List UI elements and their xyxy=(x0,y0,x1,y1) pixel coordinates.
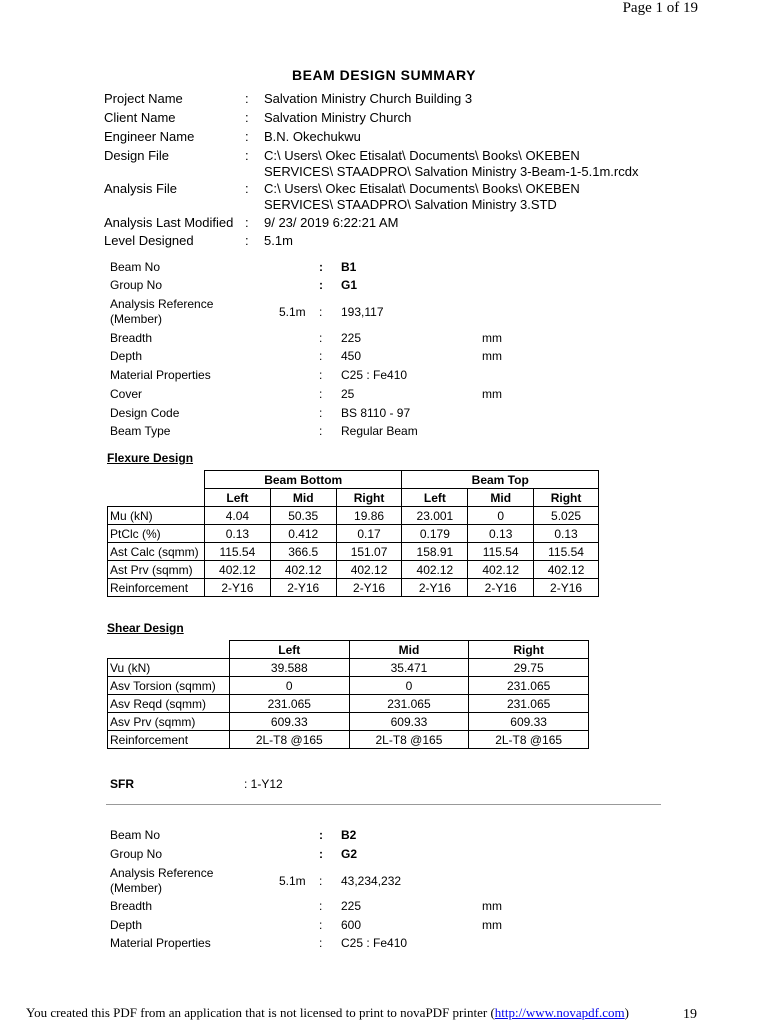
row-label: Asv Torsion (sqmm) xyxy=(108,677,230,695)
table-cell: 0.179 xyxy=(402,525,468,543)
table-cell: 402.12 xyxy=(270,561,336,579)
novapdf-link[interactable]: http://www.novapdf.com xyxy=(494,1005,625,1020)
group-header-bottom: Beam Bottom xyxy=(204,471,401,489)
colon: : xyxy=(319,406,323,420)
table-cell: 231.065 xyxy=(469,677,589,695)
row-label: PtClc (%) xyxy=(108,525,205,543)
table-row xyxy=(108,579,599,597)
sub-header: Right xyxy=(534,489,599,507)
analysis-ref-level: 5.1m xyxy=(279,305,306,319)
table-cell: 402.12 xyxy=(468,561,534,579)
engineer-name-label: Engineer Name xyxy=(104,129,195,144)
group-no-value: G1 xyxy=(341,278,358,292)
breadth-unit: mm xyxy=(482,899,502,913)
row-label: Ast Prv (sqmm) xyxy=(108,561,205,579)
table-cell: 366.5 xyxy=(270,543,336,561)
table-cell: 231.065 xyxy=(229,695,349,713)
colon: : xyxy=(319,305,323,319)
colon: : xyxy=(319,936,323,950)
analysis-ref-label: Analysis Reference xyxy=(110,297,214,311)
colon: : xyxy=(319,828,323,842)
row-label: Mu (kN) xyxy=(108,507,205,525)
table-row xyxy=(108,507,599,525)
colon: : xyxy=(319,349,323,363)
colon: : xyxy=(245,215,249,230)
design-file-value-line2: SERVICES\ STAADPRO\ Salvation Ministry 3-Beam-1-5.1m.rcdx xyxy=(264,164,639,179)
depth-value: 450 xyxy=(341,349,362,363)
analysis-ref-level: 5.1m xyxy=(279,874,306,888)
client-name-value: Salvation Ministry Church xyxy=(264,110,412,125)
empty-cell xyxy=(108,641,230,659)
table-row xyxy=(108,659,589,677)
depth-unit: mm xyxy=(482,349,502,363)
table-row xyxy=(108,561,599,579)
table-cell: 2-Y16 xyxy=(534,579,599,597)
colon: : xyxy=(245,148,249,163)
client-name-label: Client Name xyxy=(104,110,176,125)
table-row xyxy=(108,543,599,561)
footer-page-number: 19 xyxy=(683,1007,697,1022)
design-file-value: C:\ Users\ Okec Etisalat\ Documents\ Books\ OKEBEN xyxy=(264,148,580,163)
analysis-ref-label-line2: (Member) xyxy=(110,881,163,895)
table-cell: 609.33 xyxy=(229,713,349,731)
table-cell: 35.471 xyxy=(349,659,469,677)
table-cell: 402.12 xyxy=(336,561,402,579)
beam-no-label: Beam No xyxy=(110,828,161,842)
table-cell: 0 xyxy=(349,677,469,695)
table-cell: 0 xyxy=(229,677,349,695)
table-cell: 151.07 xyxy=(336,543,402,561)
design-code-value: BS 8110 - 97 xyxy=(341,406,411,420)
table-cell: 39.588 xyxy=(229,659,349,677)
table-cell: 2-Y16 xyxy=(468,579,534,597)
analysis-ref-value: 193,117 xyxy=(341,305,384,319)
colon: : xyxy=(319,368,323,382)
row-label: Ast Calc (sqmm) xyxy=(108,543,205,561)
colon: : xyxy=(319,847,323,861)
colon: : xyxy=(319,918,323,932)
beam-no-value: B1 xyxy=(341,260,357,274)
flexure-design-title: Flexure Design xyxy=(107,451,194,465)
table-row xyxy=(108,677,589,695)
table-row xyxy=(108,525,599,543)
sub-header: Right xyxy=(336,489,402,507)
table-row xyxy=(108,713,589,731)
table-row xyxy=(108,695,589,713)
depth-unit: mm xyxy=(482,918,502,932)
table-row xyxy=(108,731,589,749)
analysis-file-value: C:\ Users\ Okec Etisalat\ Documents\ Books\ OKEBEN xyxy=(264,181,580,196)
design-file-label: Design File xyxy=(104,148,170,163)
empty-cell xyxy=(108,489,205,507)
column-header: Right xyxy=(469,641,589,659)
table-cell: 0 xyxy=(468,507,534,525)
group-no-value: G2 xyxy=(341,847,358,861)
shear-design-table xyxy=(107,640,589,749)
group-no-label: Group No xyxy=(110,847,163,861)
engineer-name-value: B.N. Okechukwu xyxy=(264,129,361,144)
table-cell: 0.13 xyxy=(204,525,270,543)
footer-close-paren: ) xyxy=(624,1005,629,1020)
row-label: Reinforcement xyxy=(108,731,230,749)
sub-header: Left xyxy=(402,489,468,507)
depth-label: Depth xyxy=(110,918,143,932)
colon: : xyxy=(245,181,249,196)
sfr-value: : 1-Y12 xyxy=(244,777,283,791)
level-designed-value: 5.1m xyxy=(264,233,293,248)
empty-cell xyxy=(108,471,205,489)
material-label: Material Properties xyxy=(110,368,211,382)
column-header: Mid xyxy=(349,641,469,659)
colon: : xyxy=(319,260,323,274)
breadth-value: 225 xyxy=(341,331,362,345)
page-label: Page 1 of 19 xyxy=(622,0,698,16)
colon: : xyxy=(245,110,249,125)
cover-unit: mm xyxy=(482,387,502,401)
colon: : xyxy=(319,899,323,913)
table-cell: 402.12 xyxy=(204,561,270,579)
table-cell: 402.12 xyxy=(534,561,599,579)
breadth-label: Breadth xyxy=(110,899,153,913)
breadth-unit: mm xyxy=(482,331,502,345)
material-value: C25 : Fe410 xyxy=(341,368,408,382)
table-cell: 19.86 xyxy=(336,507,402,525)
table-cell: 115.54 xyxy=(468,543,534,561)
table-cell: 23.001 xyxy=(402,507,468,525)
group-header-top: Beam Top xyxy=(402,471,599,489)
colon: : xyxy=(319,331,323,345)
sub-header: Mid xyxy=(468,489,534,507)
beam-type-value: Regular Beam xyxy=(341,424,418,438)
cover-label: Cover xyxy=(110,387,143,401)
table-cell: 609.33 xyxy=(349,713,469,731)
footer-notice xyxy=(26,1005,629,1021)
page-title: BEAM DESIGN SUMMARY xyxy=(292,67,476,83)
table-cell: 609.33 xyxy=(469,713,589,731)
footer-text: You created this PDF from an application that is not licensed to print to novaPDF printer ( xyxy=(26,1005,495,1020)
table-cell: 50.35 xyxy=(270,507,336,525)
column-header: Left xyxy=(229,641,349,659)
colon: : xyxy=(319,874,323,888)
analysis-modified-value: 9/ 23/ 2019 6:22:21 AM xyxy=(264,215,399,230)
table-cell: 2L-T8 @165 xyxy=(469,731,589,749)
breadth-value: 225 xyxy=(341,899,362,913)
analysis-ref-value: 43,234,232 xyxy=(341,874,402,888)
analysis-modified-label: Analysis Last Modified xyxy=(104,215,234,230)
breadth-label: Breadth xyxy=(110,331,153,345)
table-cell: 231.065 xyxy=(469,695,589,713)
table-cell: 2-Y16 xyxy=(402,579,468,597)
analysis-file-value-line2: SERVICES\ STAADPRO\ Salvation Ministry 3.STD xyxy=(264,197,557,212)
table-cell: 0.412 xyxy=(270,525,336,543)
row-label: Asv Reqd (sqmm) xyxy=(108,695,230,713)
table-cell: 2L-T8 @165 xyxy=(229,731,349,749)
table-cell: 5.025 xyxy=(534,507,599,525)
table-cell: 115.54 xyxy=(534,543,599,561)
sub-header: Mid xyxy=(270,489,336,507)
colon: : xyxy=(319,387,323,401)
table-cell: 0.13 xyxy=(534,525,599,543)
project-name-value: Salvation Ministry Church Building 3 xyxy=(264,91,473,106)
row-label: Reinforcement xyxy=(108,579,205,597)
cover-value: 25 xyxy=(341,387,355,401)
table-cell: 2-Y16 xyxy=(270,579,336,597)
table-cell: 4.04 xyxy=(204,507,270,525)
analysis-ref-label-line2: (Member) xyxy=(110,312,163,326)
colon: : xyxy=(319,424,323,438)
material-label: Material Properties xyxy=(110,936,211,950)
beam-no-value: B2 xyxy=(341,828,357,842)
sub-header: Left xyxy=(204,489,270,507)
shear-design-title: Shear Design xyxy=(107,621,184,635)
analysis-ref-label: Analysis Reference xyxy=(110,866,214,880)
table-cell: 2L-T8 @165 xyxy=(349,731,469,749)
depth-label: Depth xyxy=(110,349,143,363)
table-cell: 2-Y16 xyxy=(204,579,270,597)
colon: : xyxy=(245,129,249,144)
depth-value: 600 xyxy=(341,918,362,932)
level-designed-label: Level Designed xyxy=(104,233,194,248)
table-cell: 2-Y16 xyxy=(336,579,402,597)
table-cell: 115.54 xyxy=(204,543,270,561)
colon: : xyxy=(245,91,249,106)
group-no-label: Group No xyxy=(110,278,163,292)
table-cell: 0.13 xyxy=(468,525,534,543)
sfr-label: SFR xyxy=(110,777,134,791)
row-label: Asv Prv (sqmm) xyxy=(108,713,230,731)
beam-no-label: Beam No xyxy=(110,260,161,274)
analysis-file-label: Analysis File xyxy=(104,181,177,196)
section-divider xyxy=(106,804,661,805)
flexure-design-table xyxy=(107,470,599,597)
design-code-label: Design Code xyxy=(110,406,180,420)
table-cell: 0.17 xyxy=(336,525,402,543)
row-label: Vu (kN) xyxy=(108,659,230,677)
table-cell: 158.91 xyxy=(402,543,468,561)
table-cell: 231.065 xyxy=(349,695,469,713)
table-cell: 402.12 xyxy=(402,561,468,579)
table-cell: 29.75 xyxy=(469,659,589,677)
beam-type-label: Beam Type xyxy=(110,424,171,438)
project-name-label: Project Name xyxy=(104,91,183,106)
colon: : xyxy=(319,278,323,292)
material-value: C25 : Fe410 xyxy=(341,936,408,950)
colon: : xyxy=(245,233,249,248)
